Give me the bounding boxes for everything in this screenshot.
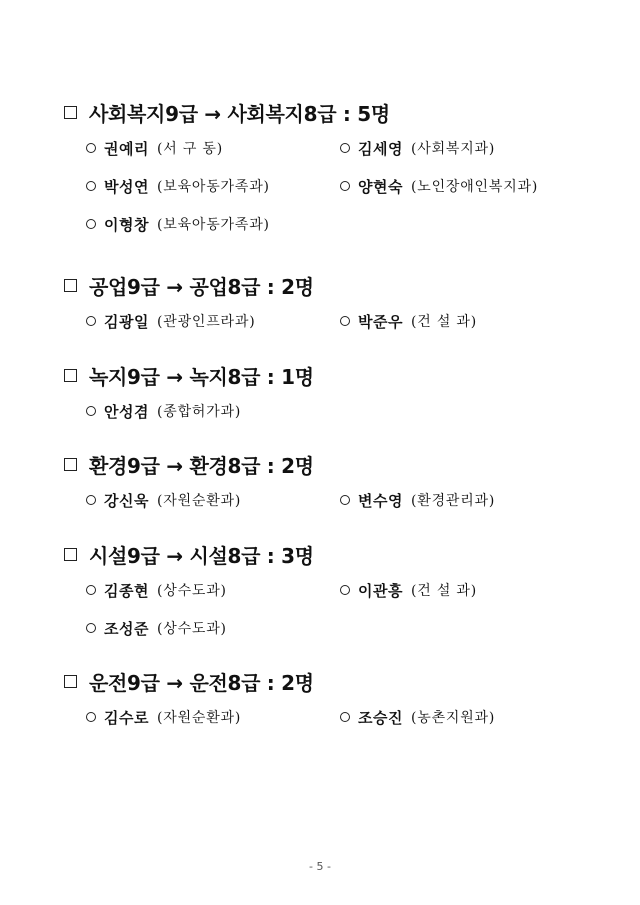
person-list xyxy=(86,400,602,422)
person-name: 안성겸 xyxy=(104,402,149,421)
checkbox-square-icon xyxy=(64,106,77,119)
circle-bullet-icon xyxy=(86,219,96,229)
person-department: (사회복지과) xyxy=(410,141,496,157)
person-list xyxy=(86,489,602,511)
person-item xyxy=(86,617,340,639)
circle-bullet-icon xyxy=(340,316,350,326)
section-driving xyxy=(62,666,602,728)
section-title: 환경9급 → 환경8급 : 2명 xyxy=(89,453,314,478)
person-name: 이형창 xyxy=(104,215,149,234)
section-industrial xyxy=(62,270,602,332)
person-list xyxy=(86,706,602,728)
person-item xyxy=(86,400,340,422)
person-item xyxy=(86,489,340,511)
person-department: (농촌지원과) xyxy=(410,710,496,726)
checkbox-square-icon xyxy=(64,279,77,292)
circle-bullet-icon xyxy=(340,712,350,722)
person-item xyxy=(86,706,340,728)
person-department: (상수도과) xyxy=(156,621,227,637)
person-name: 김수로 xyxy=(104,708,149,727)
section-environment xyxy=(62,449,602,511)
person-department: (자원순환과) xyxy=(156,710,242,726)
section-green xyxy=(62,360,602,422)
person-department: (자원순환과) xyxy=(156,493,242,509)
person-list xyxy=(86,137,602,235)
section-heading xyxy=(62,360,602,390)
section-heading xyxy=(62,666,602,696)
circle-bullet-icon xyxy=(86,406,96,416)
checkbox-square-icon xyxy=(64,675,77,688)
circle-bullet-icon xyxy=(86,181,96,191)
person-item xyxy=(86,175,340,197)
person-item xyxy=(340,310,594,332)
person-name: 박성연 xyxy=(104,177,149,196)
person-name: 김종현 xyxy=(104,581,149,600)
section-title: 사회복지9급 → 사회복지8급 : 5명 xyxy=(89,101,390,126)
person-department: (노인장애인복지과) xyxy=(410,179,539,195)
person-department: (보육아동가족과) xyxy=(156,217,270,233)
person-name: 이관흥 xyxy=(358,581,403,600)
section-heading xyxy=(62,97,602,127)
circle-bullet-icon xyxy=(340,495,350,505)
person-item xyxy=(340,706,594,728)
circle-bullet-icon xyxy=(86,143,96,153)
person-item xyxy=(86,579,340,601)
circle-bullet-icon xyxy=(86,712,96,722)
person-name: 양현숙 xyxy=(358,177,403,196)
person-name: 조승진 xyxy=(358,708,403,727)
circle-bullet-icon xyxy=(340,181,350,191)
person-item xyxy=(86,310,340,332)
person-item xyxy=(86,213,340,235)
section-title: 시설9급 → 시설8급 : 3명 xyxy=(89,543,314,568)
person-item xyxy=(340,175,594,197)
person-department: (건 설 과) xyxy=(410,583,477,599)
person-name: 강신욱 xyxy=(104,491,149,510)
person-department: (보육아동가족과) xyxy=(156,179,270,195)
circle-bullet-icon xyxy=(340,143,350,153)
section-heading xyxy=(62,449,602,479)
person-name: 김세영 xyxy=(358,139,403,158)
person-item xyxy=(340,579,594,601)
circle-bullet-icon xyxy=(86,495,96,505)
section-social-welfare xyxy=(62,97,602,235)
person-item xyxy=(340,137,594,159)
section-title: 녹지9급 → 녹지8급 : 1명 xyxy=(89,364,314,389)
person-name: 권예리 xyxy=(104,139,149,158)
person-item xyxy=(86,137,340,159)
person-department: (관광인프라과) xyxy=(156,314,256,330)
section-facilities xyxy=(62,539,602,639)
checkbox-square-icon xyxy=(64,369,77,382)
person-department: (종합허가과) xyxy=(156,404,242,420)
person-department: (상수도과) xyxy=(156,583,227,599)
circle-bullet-icon xyxy=(86,623,96,633)
section-title: 공업9급 → 공업8급 : 2명 xyxy=(89,274,314,299)
checkbox-square-icon xyxy=(64,548,77,561)
circle-bullet-icon xyxy=(86,316,96,326)
section-heading xyxy=(62,270,602,300)
person-name: 김광일 xyxy=(104,312,149,331)
circle-bullet-icon xyxy=(86,585,96,595)
circle-bullet-icon xyxy=(340,585,350,595)
section-heading xyxy=(62,539,602,569)
person-list xyxy=(86,310,602,332)
person-department: (환경관리과) xyxy=(410,493,496,509)
person-name: 박준우 xyxy=(358,312,403,331)
page-number: - 5 - xyxy=(309,860,331,873)
person-list xyxy=(86,579,602,639)
person-name: 변수영 xyxy=(358,491,403,510)
person-department: (건 설 과) xyxy=(410,314,477,330)
person-item xyxy=(340,489,594,511)
person-department: (서 구 동) xyxy=(156,141,223,157)
person-name: 조성준 xyxy=(104,619,149,638)
section-title: 운전9급 → 운전8급 : 2명 xyxy=(89,670,314,695)
checkbox-square-icon xyxy=(64,458,77,471)
